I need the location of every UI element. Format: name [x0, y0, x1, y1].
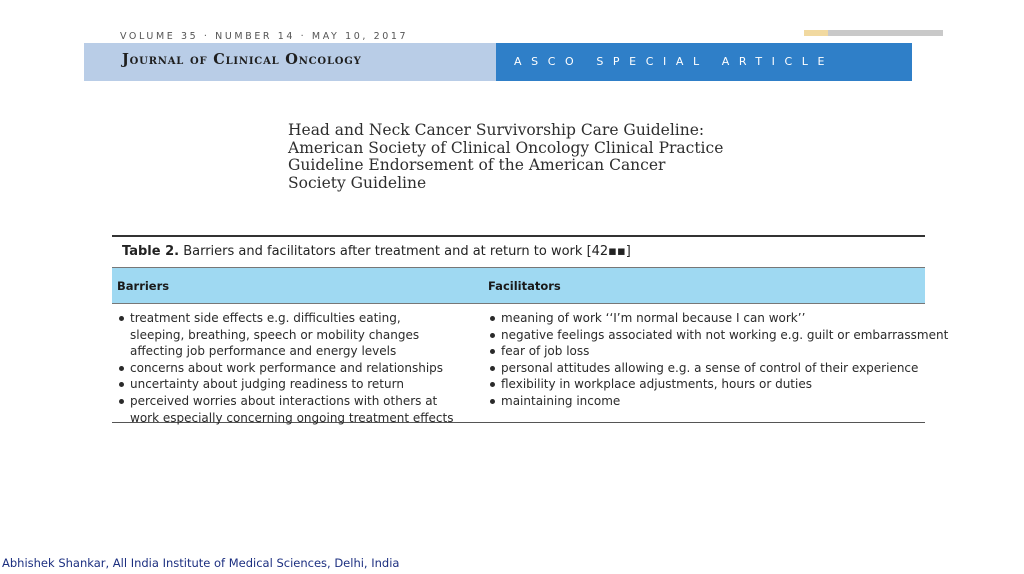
journal-header-band	[84, 43, 912, 81]
facilitator-item: negative feelings associated with not working e.g. guilt or embarrassment	[488, 327, 928, 344]
facilitator-item: flexibility in workplace adjustments, hours or duties	[488, 376, 928, 393]
table-caption-text: Barriers and facilitators after treatment and at return to work [42▪▪]	[183, 244, 631, 259]
article-title-line: Society Guideline	[288, 173, 427, 192]
article-title-line: Guideline Endorsement of the American Cancer	[288, 156, 666, 175]
barrier-item: treatment side effects e.g. difficulties eating, sleeping, breathing, speech or mobility changes affecting job performance and energy levels	[117, 310, 455, 360]
article-title-line: Head and Neck Cancer Survivorship Care Guideline:	[288, 121, 705, 139]
facilitator-item: maintaining income	[488, 393, 928, 410]
slide-footer-credit: Abhishek Shankar, All India Institute of Medical Sciences, Delhi, India	[2, 556, 400, 570]
journal-name-panel	[84, 43, 496, 81]
facilitator-item: meaning of work ‘‘I’m normal because I can work’’	[488, 310, 928, 327]
table-header-row	[112, 267, 925, 304]
barrier-item: uncertainty about judging readiness to return	[117, 376, 477, 393]
facilitator-item: fear of job loss	[488, 343, 928, 360]
article-title	[288, 122, 908, 192]
barrier-item: concerns about work performance and relationships	[117, 360, 477, 377]
barrier-item: perceived worries about interactions with others at work especially concerning ongoing treatment effects	[117, 393, 470, 426]
volume-line: VOLUME 35 · NUMBER 14 · MAY 10, 2017	[120, 31, 409, 42]
barriers-list	[117, 310, 477, 426]
table-body	[112, 304, 949, 425]
column-header-facilitators: Facilitators	[488, 279, 561, 293]
section-label: ASCO SPECIAL ARTICLE	[514, 55, 835, 68]
facilitator-item: personal attitudes allowing e.g. a sense of control of their experience	[488, 360, 928, 377]
corner-accent-gold	[804, 30, 828, 36]
article-title-line: American Society of Clinical Oncology Clinical Practice	[288, 138, 724, 157]
table-caption-lead: Table 2.	[122, 244, 180, 259]
section-panel	[496, 43, 912, 81]
corner-accent-bar	[804, 30, 943, 36]
table-caption	[112, 237, 925, 267]
barriers-facilitators-table	[112, 235, 949, 425]
column-header-barriers: Barriers	[117, 279, 170, 293]
journal-name: Journal of Clinical Oncology	[122, 51, 362, 68]
facilitators-list	[488, 310, 949, 410]
